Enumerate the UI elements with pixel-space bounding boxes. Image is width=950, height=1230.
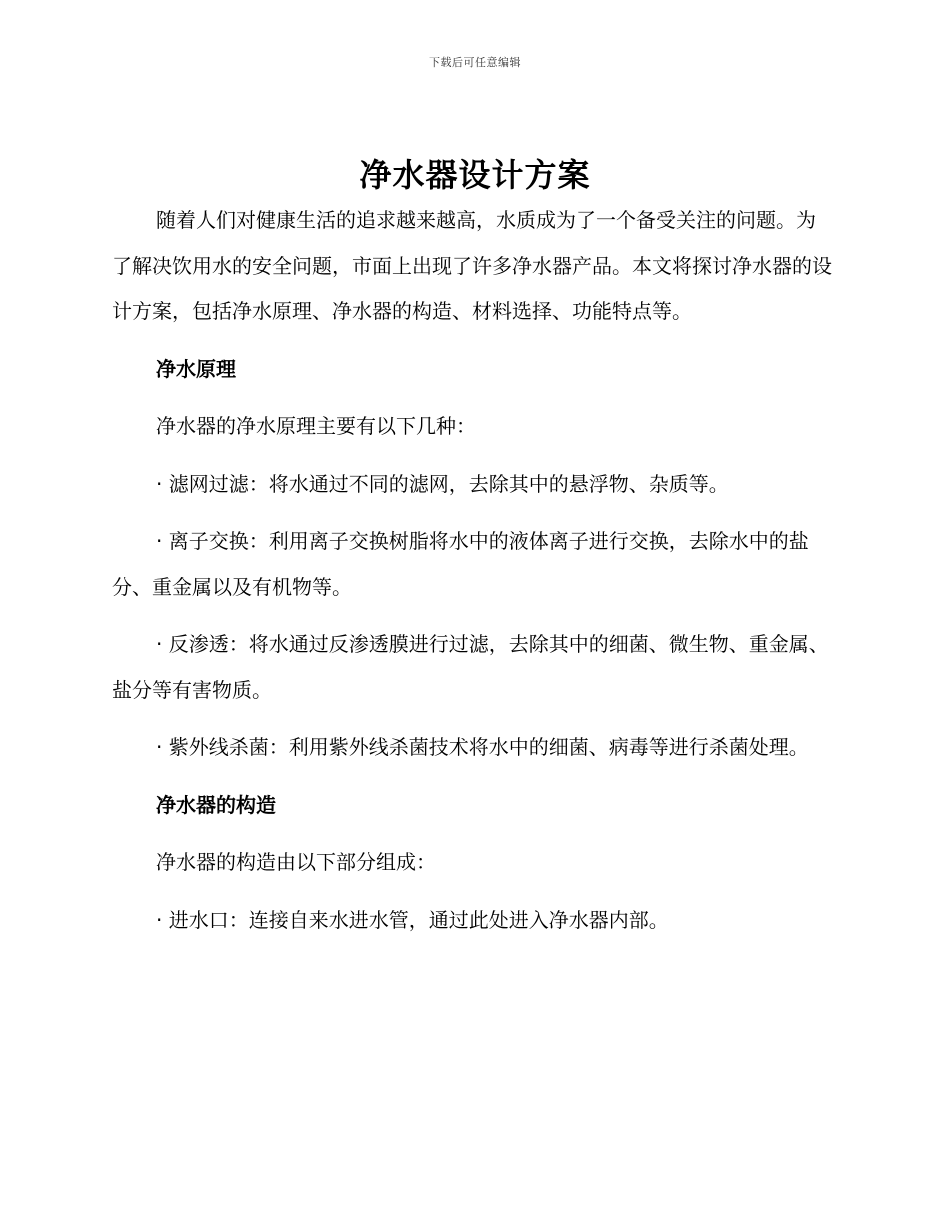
section-heading-principle: 净水原理: [156, 356, 236, 381]
section-lead-principle: 净水器的净水原理主要有以下几种：: [156, 414, 476, 438]
list-item-ion-exchange: · 离子交换：利用离子交换树脂将水中的液体离子进行交换，去除水中的盐分、重金属以及有机物等。: [112, 529, 809, 599]
list-item-filter-mesh: · 滤网过滤：将水通过不同的滤网，去除其中的悬浮物、杂质等。: [156, 471, 729, 496]
header-note: 下载后可任意编辑: [429, 56, 521, 69]
intro-paragraph: 随着人们对健康生活的追求越来越高，水质成为了一个备受关注的问题。为了解决饮用水的安全问题，市面上出现了许多净水器产品。本文将探讨净水器的设计方案，包括净水原理、净水器的构造、材料选择、功能特点等。: [112, 208, 832, 323]
list-item-reverse-osmosis: · 反渗透：将水通过反渗透膜进行过滤，去除其中的细菌、微生物、重金属、盐分等有害物质。: [112, 632, 829, 702]
list-item-water-inlet: · 进水口：连接自来水进水管，通过此处进入净水器内部。: [156, 907, 669, 932]
section-heading-structure: 净水器的构造: [156, 792, 276, 817]
document-title: 净水器设计方案: [359, 156, 591, 194]
section-lead-structure: 净水器的构造由以下部分组成：: [156, 850, 436, 874]
list-item-uv-sterilization: · 紫外线杀菌：利用紫外线杀菌技术将水中的细菌、病毒等进行杀菌处理。: [156, 735, 809, 759]
document-body: [112, 198, 832, 943]
